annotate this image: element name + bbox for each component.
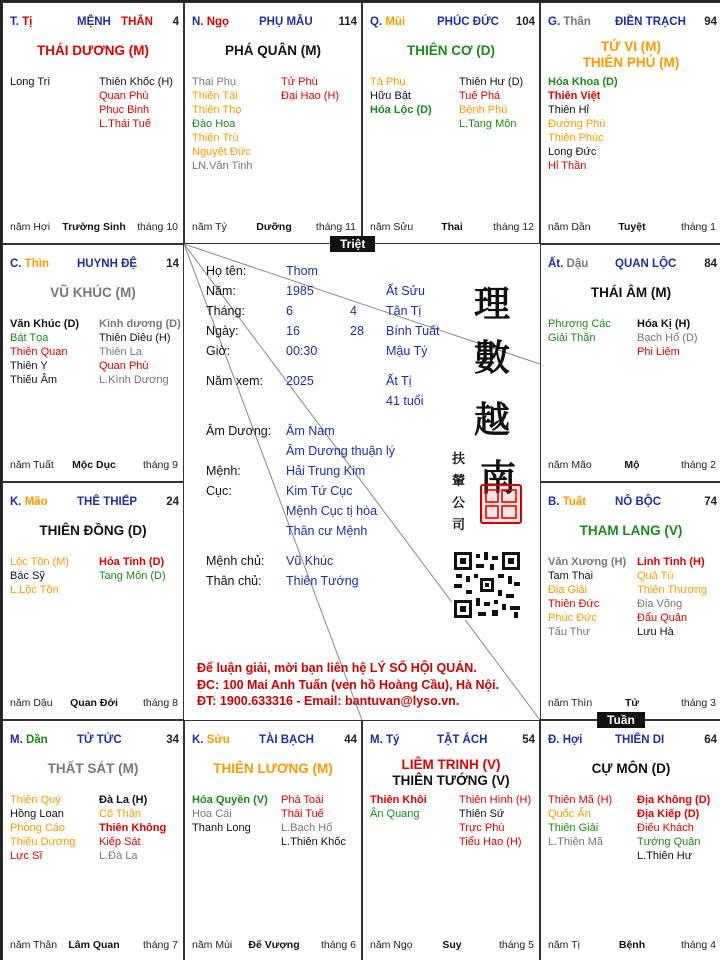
minor-star: Phi Liêm: [637, 346, 680, 358]
minor-star: Địa Kiếp (D): [637, 808, 700, 820]
view-year-can-chi: Ất Tị: [386, 374, 412, 388]
main-star: THÁI ÂM (M): [590, 285, 672, 300]
minor-star: Hỉ Thần: [548, 160, 587, 172]
branch-label: C. Thìn: [10, 258, 49, 270]
palace-dau: [540, 244, 720, 482]
contact-address: ĐC: 100 Mai Anh Tuấn (ven hồ Hoàng Cầu), Hà Nội.: [197, 678, 500, 692]
palace-mui: [362, 2, 540, 244]
small-calli-3: 公: [452, 496, 466, 511]
minor-star: Thiên La: [99, 346, 142, 358]
minor-star: Thiên Y: [10, 360, 48, 372]
minor-star: L.Kình Dương: [99, 374, 169, 386]
minor-stars-right: [99, 793, 166, 863]
palace-number: 54: [522, 734, 535, 746]
minor-stars-left: [370, 75, 432, 117]
minor-star: Cô Thần: [99, 808, 141, 820]
minor-star: Thiên Giải: [548, 822, 599, 834]
minor-star: Long Đức: [548, 146, 597, 158]
menh-chu-label: Mệnh chủ:: [206, 554, 265, 568]
minor-star: Hỏa Tinh (D): [99, 556, 165, 568]
palace-hoi: [540, 720, 720, 960]
palace-header: [192, 734, 357, 750]
palace-thin: [2, 244, 184, 482]
calligraphy-char-1: 理: [474, 283, 511, 325]
minor-star: Quan Phù: [99, 90, 149, 102]
minor-star: Hoa Cái: [192, 808, 232, 820]
life-stage: Trường Sinh: [62, 221, 126, 233]
hour-can-chi: Mậu Tý: [386, 344, 428, 358]
than-cu-menh: Thân cư Mệnh: [286, 524, 368, 538]
menh-value: Hải Trung Kim: [286, 464, 366, 478]
minor-stars-left: [10, 75, 50, 89]
palace-than: [540, 2, 720, 244]
palace-number: 34: [166, 734, 179, 746]
palace-name: TỬ TỨC: [77, 734, 122, 746]
minor-star: Tấu Thư: [548, 626, 591, 638]
minor-star: Thiên Phúc: [548, 132, 604, 144]
life-stage: Quan Đới: [70, 697, 118, 709]
year-label: năm Mùi: [192, 939, 233, 951]
minor-star: Thiên Thương: [637, 584, 708, 596]
minor-stars-left: [548, 317, 611, 345]
minor-star: Bệnh Phù: [459, 104, 508, 116]
palace-suu: [184, 720, 362, 960]
life-stage: Tuyệt: [618, 221, 646, 233]
minor-star: Giải Thần: [548, 332, 596, 344]
minor-star: Hóa Kị (H): [637, 318, 691, 330]
palace-ty: [362, 720, 540, 960]
year-label: năm Sửu: [370, 221, 414, 233]
small-calli-1: 扶: [452, 452, 466, 467]
minor-star: Thiên Trù: [192, 132, 239, 144]
hour-value: 00:30: [286, 344, 318, 358]
am-duong-note: Âm Dương thuận lý: [286, 444, 395, 458]
center-panel: [184, 244, 540, 720]
palace-header: [10, 496, 179, 512]
minor-star: Thiên Mã (H): [548, 794, 613, 806]
small-calli-4: 司: [452, 518, 466, 533]
palace-number: 4: [172, 16, 179, 28]
month-label: tháng 2: [680, 459, 716, 471]
branch-label: K. Sửu: [192, 734, 230, 746]
calligraphy-char-2: 數: [474, 337, 511, 379]
main-star: THIÊN CƠ (D): [406, 43, 495, 58]
branch-label: N. Ngọ: [192, 16, 230, 28]
life-stage: Suy: [442, 939, 462, 951]
qr-code: [452, 550, 522, 620]
minor-star: Ân Quang: [370, 808, 420, 820]
main-star: CỰ MÔN (D): [591, 761, 671, 776]
minor-star: Hữu Bật: [370, 90, 411, 102]
minor-star: Thiếu Âm: [10, 374, 58, 386]
year-label: năm Mão: [548, 459, 592, 471]
palace-header: [548, 258, 717, 274]
minor-star: Phượng Các: [548, 318, 611, 330]
palace-mao: [2, 482, 184, 720]
menh-label: Mệnh:: [206, 464, 241, 478]
minor-star: Địa Không (D): [637, 794, 711, 806]
life-stage: Mộc Dục: [72, 459, 116, 471]
branch-label: Q. Mùi: [370, 16, 406, 28]
minor-stars-left: [10, 793, 75, 863]
year-label: năm Dần: [548, 221, 591, 233]
year-label: năm Thân: [10, 939, 58, 951]
minor-star: Thiếu Dương: [10, 836, 76, 848]
palace-name: THIÊN DI: [615, 734, 665, 746]
main-star: THIÊN PHỦ (M): [582, 55, 680, 70]
minor-star: Tả Phụ: [370, 76, 406, 88]
minor-star: Hóa Khoa (D): [548, 76, 618, 88]
palace-name: TẬT ÁCH: [437, 734, 488, 746]
palace-name: THÊ THIẾP: [77, 496, 138, 508]
main-star: PHÁ QUÂN (M): [225, 43, 321, 58]
branch-label: T. Tị: [10, 16, 33, 28]
contact-phone-email: ĐT: 1900.633316 - Email: bantuvan@lyso.vn.: [197, 694, 460, 708]
main-star: THIÊN LƯƠNG (M): [213, 761, 333, 776]
minor-stars-right: [99, 555, 166, 583]
view-year-value: 2025: [286, 374, 314, 388]
month-label: Tháng:: [206, 304, 245, 318]
minor-star: L.Thiên Mã: [548, 836, 604, 848]
palace-name: ĐIỀN TRẠCH: [615, 16, 686, 28]
main-star: THIÊN ĐỒNG (D): [39, 523, 147, 538]
minor-stars-left: [548, 75, 618, 173]
palace-number: 74: [704, 496, 717, 508]
month-label: tháng 9: [142, 459, 178, 471]
name-value: Thom: [286, 264, 318, 278]
year-label: năm Ngọ: [370, 939, 413, 951]
minor-star: Thiên Tài: [192, 90, 238, 102]
palace-name: PHỤ MẪU: [259, 16, 313, 28]
small-calli-2: 輦: [452, 474, 466, 489]
minor-star: Linh Tinh (H): [637, 556, 705, 568]
main-star: LIÊM TRINH (V): [401, 757, 501, 772]
year-label: năm Tý: [192, 221, 227, 233]
minor-star: Tang Môn (D): [99, 570, 166, 582]
minor-star: Thiên Hỉ: [548, 104, 589, 116]
lunar-month-value: 4: [350, 304, 357, 318]
view-year-label: Năm xem:: [206, 374, 263, 388]
palace-tuat: [540, 482, 720, 720]
minor-star: Quan Phù: [99, 360, 149, 372]
minor-star: Đẩu Quân: [637, 612, 688, 624]
palace-header: [548, 734, 717, 750]
year-label: năm Tuất: [10, 459, 54, 471]
minor-star: L.Thiên Hư: [637, 850, 693, 862]
minor-star: L.Tang Môn: [459, 118, 517, 130]
month-can-chi: Tân Tị: [386, 304, 422, 318]
minor-star: Hồng Loan: [10, 808, 64, 820]
minor-stars-right: [637, 793, 710, 863]
month-label: tháng 7: [142, 939, 178, 951]
minor-star: Kiếp Sát: [99, 836, 141, 848]
palace-dan: [2, 720, 184, 960]
minor-stars-right: [99, 75, 173, 131]
minor-stars-right: [281, 75, 339, 103]
minor-star: Nguyệt Đức: [192, 146, 251, 158]
minor-stars-left: [10, 555, 69, 597]
life-stage: Lâm Quan: [68, 939, 120, 951]
cuc-note: Mệnh Cục tị hòa: [286, 504, 378, 518]
palace-header: [370, 734, 535, 750]
branch-label: B. Tuất: [548, 496, 587, 508]
year-label: Năm:: [206, 284, 236, 298]
minor-stars-left: [192, 75, 253, 173]
palace-number: 94: [704, 16, 717, 28]
minor-stars-left: [370, 793, 427, 821]
year-value: 1985: [286, 284, 314, 298]
main-star: VŨ KHÚC (M): [50, 285, 136, 300]
month-label: tháng 11: [315, 221, 356, 233]
minor-star: Đào Hoa: [192, 118, 236, 130]
minor-star: Bạch Hổ (D): [637, 332, 698, 344]
life-stage: Bệnh: [618, 939, 646, 951]
minor-star: Điếu Khách: [637, 822, 694, 834]
than-chu-label: Thân chủ:: [206, 574, 262, 588]
hour-label: Giờ:: [206, 344, 231, 358]
palace-name: NÔ BỘC: [615, 496, 661, 508]
minor-stars-right: [281, 793, 346, 849]
minor-star: Phá Toái: [281, 794, 324, 806]
minor-star: Văn Khúc (D): [10, 318, 80, 330]
month-label: tháng 8: [142, 697, 178, 709]
month-value: 6: [286, 304, 293, 318]
month-label: tháng 12: [493, 221, 534, 233]
minor-star: L.Thiên Khốc: [281, 836, 346, 848]
age-value: 41 tuổi: [386, 394, 424, 408]
minor-star: Tam Thai: [548, 570, 594, 582]
than-marker: THÂN: [121, 16, 153, 28]
life-stage: Dưỡng: [256, 221, 292, 233]
year-label: năm Hợi: [10, 221, 51, 233]
minor-star: Tướng Quân: [637, 836, 701, 848]
life-stage: Mộ: [624, 459, 640, 471]
minor-star: Phong Cáo: [10, 822, 66, 834]
minor-star: Thiên Khốc (H): [99, 76, 173, 88]
minor-star: Hóa Lộc (D): [370, 104, 432, 116]
minor-star: Thiên Sứ: [459, 808, 505, 820]
minor-stars-right: [99, 317, 181, 387]
minor-star: Thiên Hình (H): [459, 794, 532, 806]
cuc-label: Cục:: [206, 484, 232, 498]
palace-number: 14: [166, 258, 179, 270]
palace-header: [192, 16, 357, 32]
menh-chu-value: Vũ Khúc: [286, 554, 334, 568]
branch-label: K. Mão: [10, 496, 48, 508]
palace-number: 114: [338, 16, 357, 28]
palace-number: 24: [166, 496, 179, 508]
main-star: THIÊN TƯỚNG (V): [392, 773, 510, 788]
palace-ngo: [184, 2, 362, 244]
minor-star: Bác Sỹ: [10, 570, 45, 582]
minor-stars-right: [637, 555, 707, 639]
minor-star: Thiên Đức: [548, 598, 600, 610]
month-label: tháng 6: [320, 939, 356, 951]
minor-star: Đà La (H): [99, 794, 148, 806]
minor-star: Thanh Long: [192, 822, 251, 834]
day-value: 16: [286, 324, 300, 338]
year-label: năm Thìn: [548, 697, 593, 709]
lunar-day-value: 28: [350, 324, 364, 338]
minor-star: Phục Binh: [99, 104, 150, 116]
palace-name: QUAN LỘC: [615, 258, 677, 270]
triet-marker: Triệt: [330, 236, 375, 252]
branch-label: Ất. Dậu: [548, 258, 589, 270]
month-label: tháng 4: [680, 939, 716, 951]
palace-header: [10, 16, 179, 32]
minor-star: L.Lộc Tồn: [10, 584, 59, 596]
minor-star: Lộc Tồn (M): [10, 556, 70, 568]
tuan-marker: Tuần: [597, 712, 645, 728]
minor-star: Thiên Không: [99, 822, 167, 834]
palace-number: 44: [344, 734, 357, 746]
palace-ti: [2, 2, 184, 244]
minor-star: Lực Sĩ: [10, 850, 43, 862]
minor-star: Tuế Phá: [459, 90, 501, 102]
life-stage: Tử: [624, 697, 640, 709]
palace-name: PHÚC ĐỨC: [437, 16, 499, 28]
minor-stars-left: [10, 317, 79, 387]
red-seal-stamp: [480, 484, 522, 524]
minor-star: Đường Phù: [548, 118, 606, 130]
year-label: năm Dậu: [10, 697, 53, 709]
minor-stars-right: [459, 75, 523, 131]
minor-star: Văn Xương (H): [548, 556, 627, 568]
minor-star: Tử Phù: [281, 76, 318, 88]
minor-star: Thiên Quý: [10, 794, 61, 806]
palace-number: 104: [515, 16, 535, 28]
minor-star: Thái Tuế: [281, 808, 324, 820]
palace-number: 84: [704, 258, 717, 270]
minor-star: Thiên Việt: [548, 90, 601, 102]
year-can-chi: Ất Sửu: [386, 284, 425, 298]
palace-name: MỆNH: [77, 16, 111, 28]
than-chu-value: Thiên Tướng: [286, 574, 359, 588]
calligraphy-char-4: 南: [480, 457, 517, 499]
minor-star: Bát Tọa: [10, 332, 49, 344]
palace-header: [548, 16, 717, 32]
minor-star: Địa Giải: [548, 584, 588, 596]
minor-star: Long Trì: [10, 76, 51, 88]
main-star: THAM LANG (V): [579, 523, 683, 538]
minor-star: Quốc Ấn: [548, 808, 591, 820]
minor-stars-right: [459, 793, 531, 849]
palace-number: 64: [704, 734, 717, 746]
palace-header: [10, 734, 179, 750]
day-label: Ngày:: [206, 324, 239, 338]
main-star: TỬ VI (M): [601, 39, 661, 54]
minor-star: L.Đà La: [99, 850, 138, 862]
minor-star: Hóa Quyền (V): [192, 794, 268, 806]
minor-star: Quả Tú: [637, 570, 674, 582]
minor-star: LN.Văn Tinh: [192, 160, 253, 172]
minor-star: Lưu Hà: [637, 626, 674, 638]
branch-label: Đ. Hợi: [548, 734, 583, 746]
branch-label: M. Tý: [370, 734, 400, 746]
minor-stars-right: [637, 317, 698, 359]
palace-header: [10, 258, 179, 274]
minor-stars-left: [548, 555, 626, 639]
month-label: tháng 1: [680, 221, 716, 233]
month-label: tháng 10: [137, 221, 178, 233]
minor-star: L.Bạch Hổ: [281, 822, 333, 834]
life-stage: Đế Vượng: [248, 939, 300, 951]
minor-star: Thiên Quan: [10, 346, 68, 358]
minor-star: Tiểu Hao (H): [459, 836, 522, 848]
minor-star: Thiên Hư (D): [459, 76, 524, 88]
minor-stars-left: [192, 793, 268, 835]
cuc-value: Kim Tứ Cục: [286, 484, 353, 498]
minor-star: Thiên Thọ: [192, 104, 242, 116]
life-stage: Thai: [441, 221, 463, 233]
minor-star: Trực Phù: [459, 822, 505, 834]
branch-label: G. Thân: [548, 16, 591, 28]
palace-header: [370, 16, 535, 32]
main-star: THẤT SÁT (M): [47, 761, 139, 776]
minor-star: L.Thái Tuế: [99, 118, 151, 130]
minor-star: Kình dương (D): [99, 318, 181, 330]
contact-line-1: Để luận giải, mời bạn liên hệ LÝ SỐ HỘI QUÁN.: [197, 661, 477, 675]
name-label: Họ tên:: [206, 264, 247, 278]
month-label: tháng 5: [498, 939, 534, 951]
month-label: tháng 3: [680, 697, 716, 709]
minor-star: Thai Phụ: [192, 76, 237, 88]
main-star: THÁI DƯƠNG (M): [37, 43, 149, 58]
am-duong-value: Âm Nam: [286, 424, 335, 438]
palace-header: [548, 496, 717, 512]
minor-star: Thiên Diêu (H): [99, 332, 171, 344]
minor-star: Đại Hao (H): [281, 90, 340, 102]
calligraphy-char-3: 越: [474, 399, 511, 441]
am-duong-label: Âm Dương:: [206, 424, 272, 438]
year-label: năm Tị: [548, 939, 580, 951]
palace-name: TÀI BẠCH: [259, 734, 314, 746]
branch-label: M. Dần: [10, 734, 48, 746]
minor-stars-left: [548, 793, 612, 849]
palace-name: HUYNH ĐỆ: [77, 258, 138, 270]
minor-star: Địa Võng: [637, 598, 683, 610]
minor-star: Thiên Khôi: [370, 794, 427, 806]
day-can-chi: Bính Tuất: [386, 324, 440, 338]
minor-star: Phúc Đức: [548, 612, 597, 624]
